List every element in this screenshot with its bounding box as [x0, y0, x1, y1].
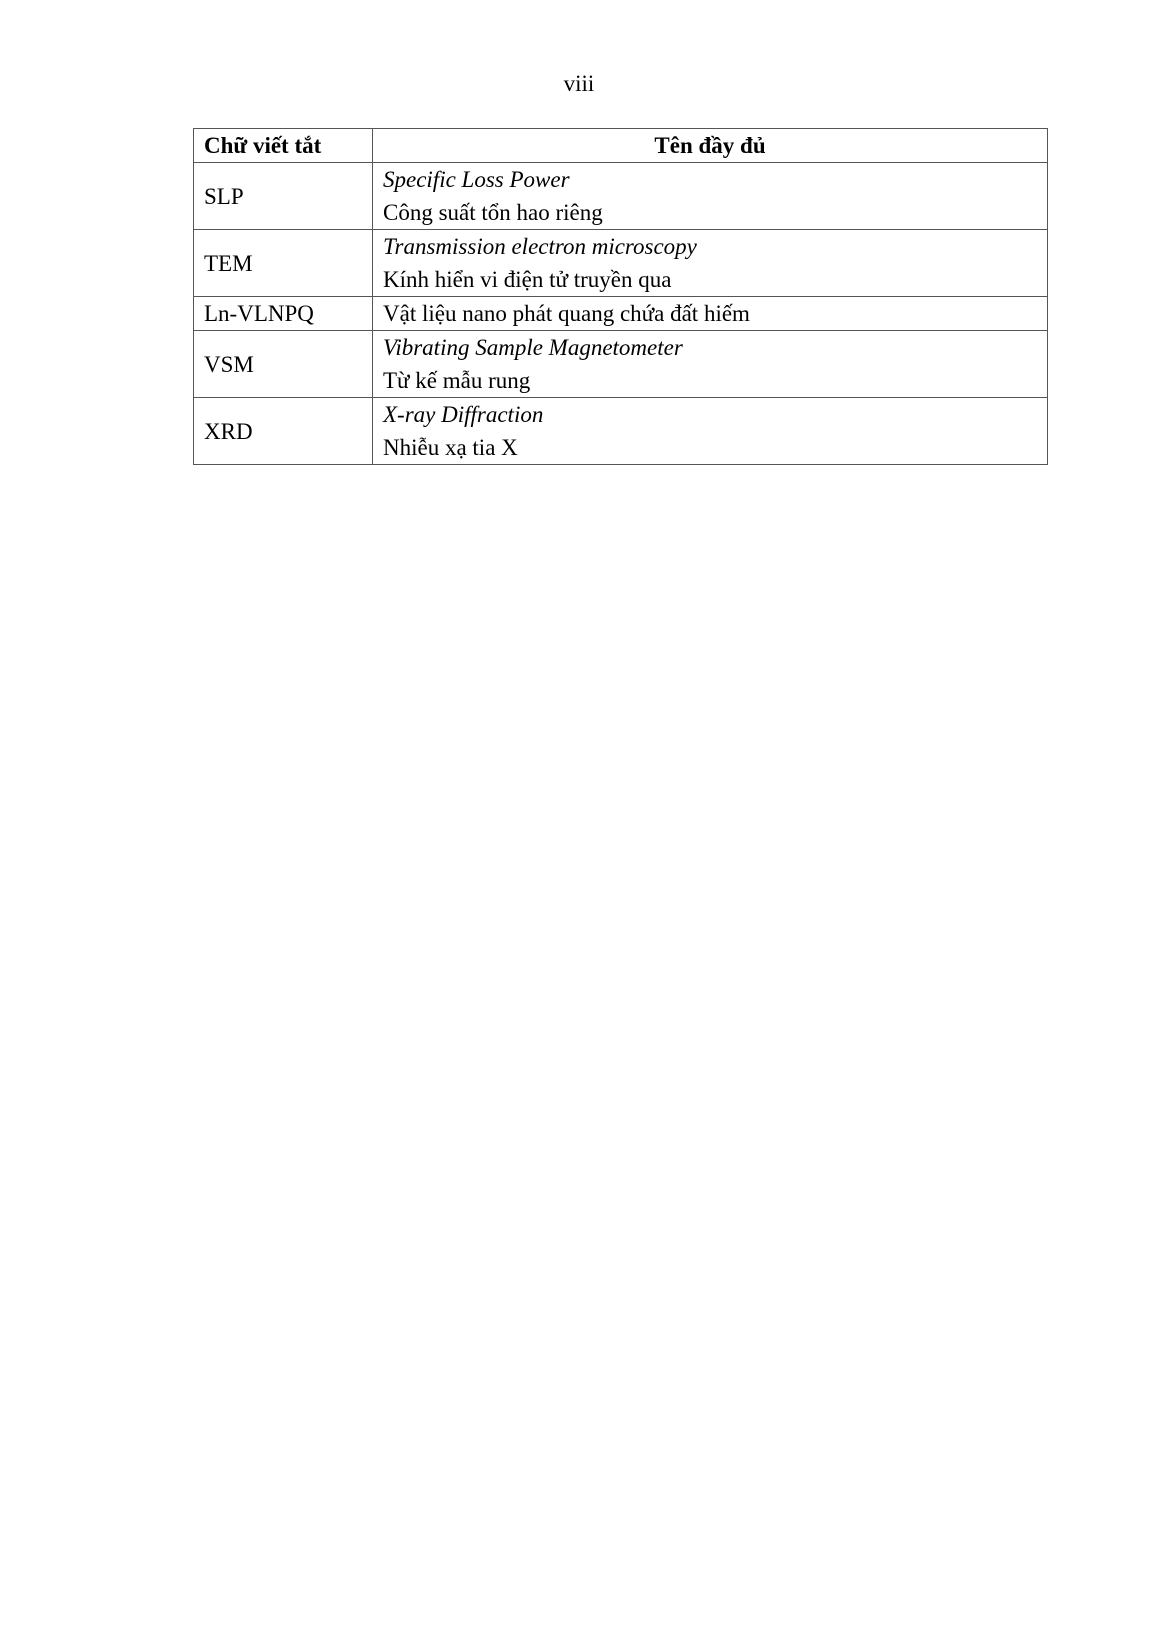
full-name-cell	[373, 331, 1048, 398]
header-full-name: Tên đầy đủ	[373, 129, 1048, 163]
header-abbreviation: Chữ viết tắt	[194, 129, 373, 163]
vietnamese-term: Công suất tổn hao riêng	[383, 200, 603, 225]
full-name-cell	[373, 230, 1048, 297]
page-number: viii	[563, 71, 595, 96]
table-header-row	[194, 129, 1048, 163]
vietnamese-term: Vật liệu nano phát quang chứa đất hiếm	[383, 301, 750, 326]
abbreviation-table	[193, 128, 1048, 465]
full-name-cell	[373, 163, 1048, 230]
table-row	[194, 398, 1048, 465]
table-row	[194, 331, 1048, 398]
abbreviation-cell: SLP	[194, 163, 373, 230]
vietnamese-term: Từ kế mẫu rung	[383, 368, 531, 393]
abbreviation-cell: VSM	[194, 331, 373, 398]
english-term: X-ray Diffraction	[383, 402, 544, 427]
english-term: Specific Loss Power	[383, 167, 570, 192]
table-row	[194, 297, 1048, 331]
vietnamese-term: Kính hiển vi điện tử truyền qua	[383, 267, 672, 292]
abbreviation-cell: Ln-VLNPQ	[194, 297, 373, 331]
abbreviation-cell: XRD	[194, 398, 373, 465]
full-name-cell	[373, 398, 1048, 465]
english-term: Vibrating Sample Magnetometer	[383, 335, 683, 360]
full-name-cell	[373, 297, 1048, 331]
vietnamese-term: Nhiễu xạ tia X	[383, 435, 518, 460]
table-row	[194, 163, 1048, 230]
table-row	[194, 230, 1048, 297]
abbreviation-cell: TEM	[194, 230, 373, 297]
english-term: Transmission electron microscopy	[383, 234, 697, 259]
